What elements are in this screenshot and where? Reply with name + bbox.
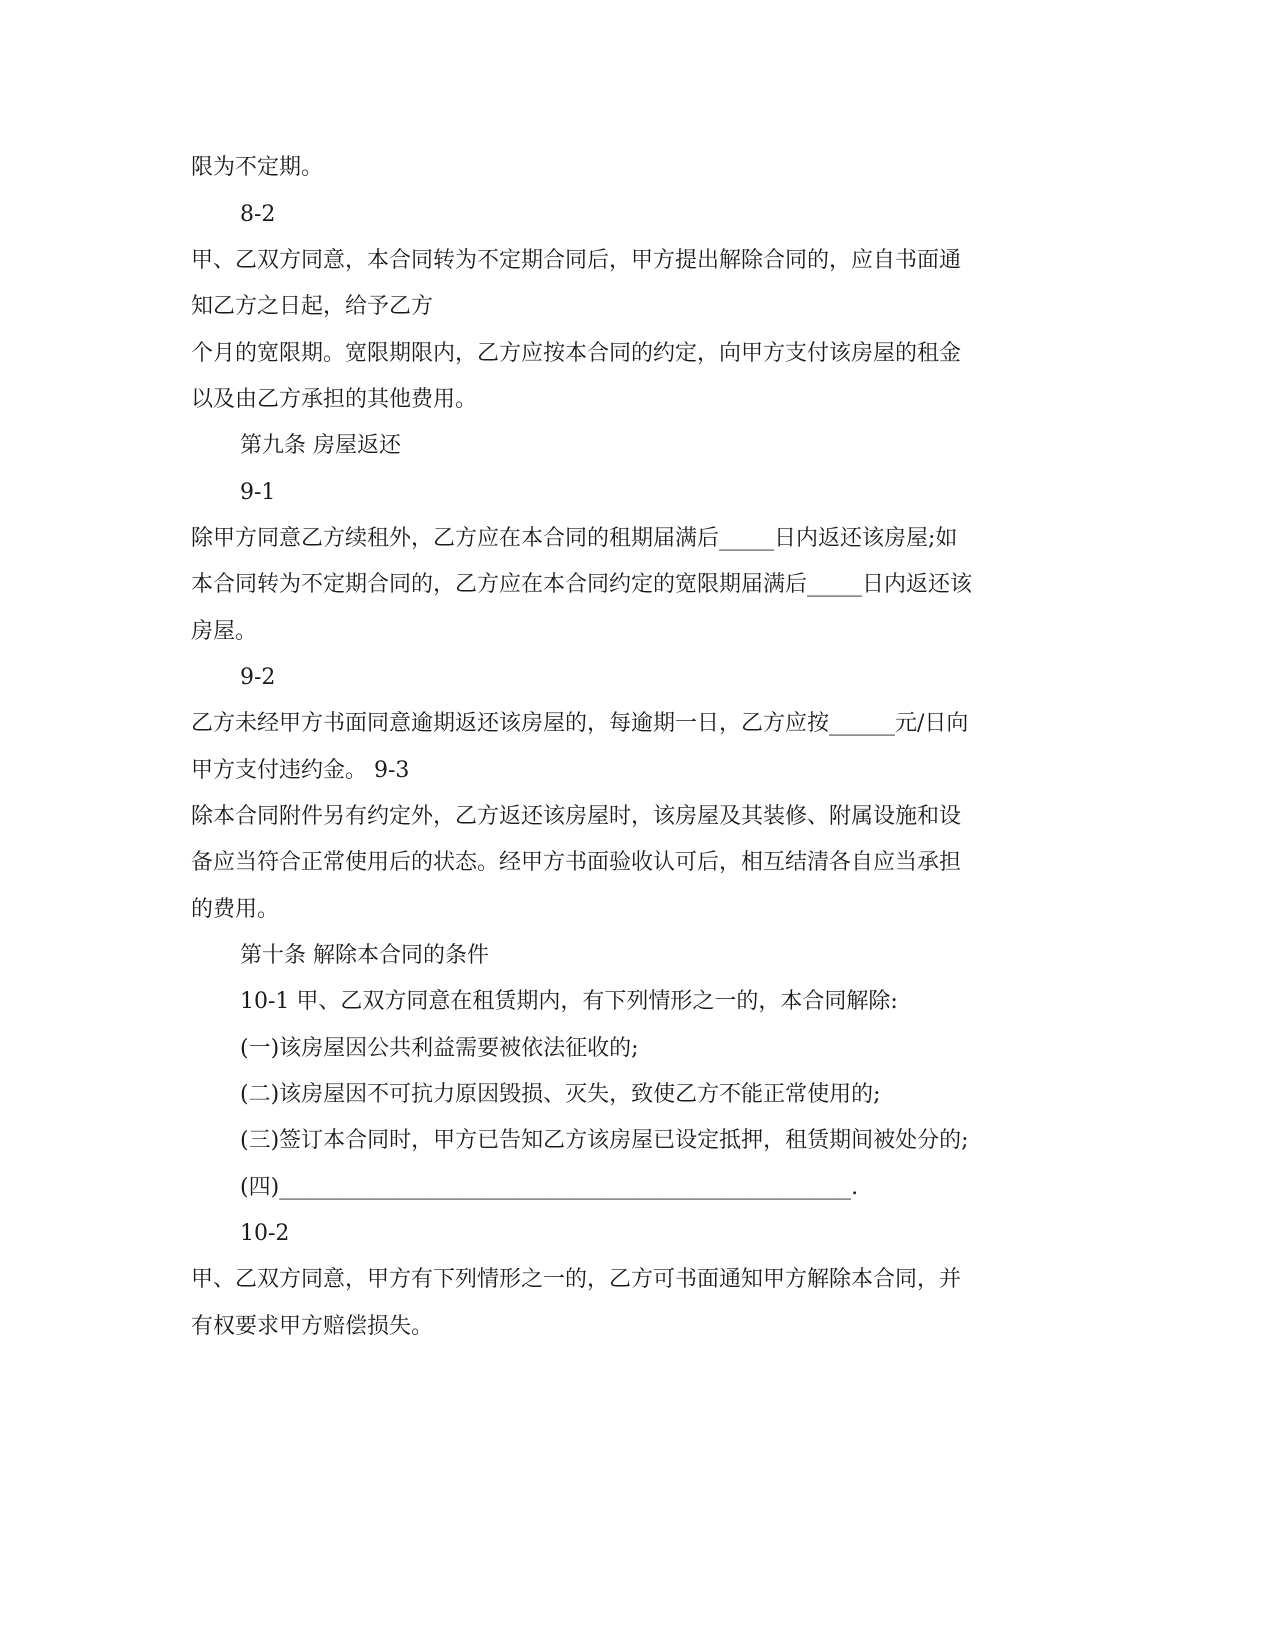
text-line: 甲、乙双方同意，甲方有下列情形之一的，乙方可书面通知甲方解除本合同，并 xyxy=(191,1267,962,1292)
text-line: 知乙方之日起，给予乙方 xyxy=(191,294,434,319)
text-line: 限为不定期。 xyxy=(191,155,324,180)
text-line: 除甲方同意乙方续租外，乙方应在本合同的租期届满后_____日内返还该房屋;如 xyxy=(191,526,958,551)
text-line: 乙方未经甲方书面同意逾期返还该房屋的，每逾期一日，乙方应按______元/日向 xyxy=(191,711,969,736)
text-line: 10-1 甲、乙双方同意在租赁期内，有下列情形之一的，本合同解除: xyxy=(240,989,898,1014)
list-item: (四)____________________________________________________. xyxy=(240,1175,859,1200)
text-line: 房屋。 xyxy=(191,619,258,644)
text-line: 以及由乙方承担的其他费用。 xyxy=(191,387,478,412)
clause-number: 8-2 xyxy=(240,202,276,227)
text-line: 甲方支付违约金。 9-3 xyxy=(191,758,410,783)
clause-number: 9-2 xyxy=(240,665,276,690)
text-line: 备应当符合正常使用后的状态。经甲方书面验收认可后，相互结清各自应当承担 xyxy=(191,850,962,875)
section-heading: 第九条 房屋返还 xyxy=(240,433,401,458)
list-item: (一)该房屋因公共利益需要被依法征收的; xyxy=(240,1036,639,1061)
text-line: 甲、乙双方同意，本合同转为不定期合同后，甲方提出解除合同的，应自书面通 xyxy=(191,248,962,273)
text-line: 有权要求甲方赔偿损失。 xyxy=(191,1314,434,1339)
list-item: (三)签订本合同时，甲方已告知乙方该房屋已设定抵押，租赁期间被处分的; xyxy=(240,1128,969,1153)
text-line: 个月的宽限期。宽限期限内，乙方应按本合同的约定，向甲方支付该房屋的租金 xyxy=(191,341,962,366)
text-line: 的费用。 xyxy=(191,897,280,922)
list-item: (二)该房屋因不可抗力原因毁损、灭失，致使乙方不能正常使用的; xyxy=(240,1082,881,1107)
clause-number: 9-1 xyxy=(240,480,276,505)
text-line: 除本合同附件另有约定外，乙方返还该房屋时，该房屋及其装修、附属设施和设 xyxy=(191,804,962,829)
section-heading: 第十条 解除本合同的条件 xyxy=(240,943,489,968)
text-line: 本合同转为不定期合同的，乙方应在本合同约定的宽限期届满后_____日内返还该 xyxy=(191,572,973,597)
clause-number: 10-2 xyxy=(240,1221,290,1246)
